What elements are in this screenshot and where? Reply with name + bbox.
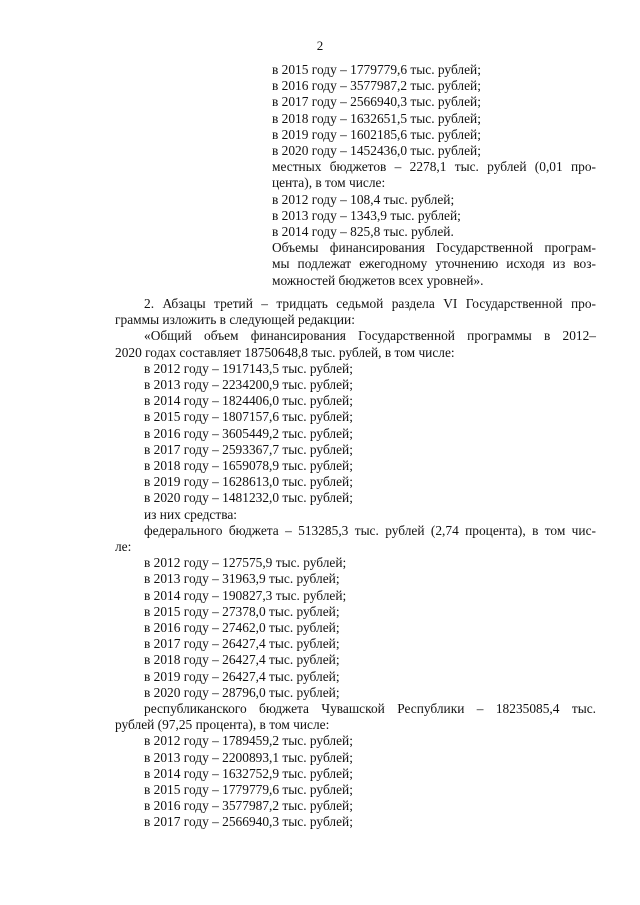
text-line: в 2017 году – 2566940,3 тыс. рублей;	[272, 94, 481, 110]
text-line: в 2018 году – 1632651,5 тыс. рублей;	[272, 110, 481, 126]
text-line: в 2019 году – 1602185,6 тыс. рублей;	[272, 126, 481, 142]
text-line: в 2015 году – 1779779,6 тыс. рублей;	[272, 62, 481, 77]
text-line: в 2012 году – 1917143,5 тыс. рублей;	[144, 360, 353, 376]
text-line: «Общий объем финансирования Государственной программы в 2012–	[144, 328, 596, 344]
text-line: в 2017 году – 2593367,7 тыс. рублей;	[144, 441, 353, 457]
text-line: граммы изложить в следующей редакции:	[115, 312, 355, 328]
text-line: в 2015 году – 27378,0 тыс. рублей;	[144, 603, 340, 619]
text-line: в 2016 году – 3605449,2 тыс. рублей;	[144, 425, 353, 441]
text-line: в 2017 году – 2566940,3 тыс. рублей;	[144, 814, 353, 830]
text-line: в 2012 году – 1789459,2 тыс. рублей;	[144, 733, 353, 749]
text-line: в 2013 году – 1343,9 тыс. рублей;	[272, 207, 461, 223]
text-line: в 2012 году – 127575,9 тыс. рублей;	[144, 555, 347, 571]
text-line: ле:	[115, 539, 132, 554]
text-line: мы подлежат ежегодному уточнению исходя из воз-	[272, 256, 596, 272]
text-line: в 2014 году – 190827,3 тыс. рублей;	[144, 587, 347, 603]
text-line: в 2020 году – 28796,0 тыс. рублей;	[144, 684, 340, 700]
text-line: цента), в том числе:	[272, 175, 386, 191]
text-line: в 2014 году – 825,8 тыс. рублей.	[272, 224, 454, 239]
text-line: в 2016 году – 27462,0 тыс. рублей;	[144, 620, 340, 635]
text-line: 2020 годах составляет 18750648,8 тыс. рублей, в том числе:	[115, 344, 455, 360]
text-line: республиканского бюджета Чувашской Республики – 18235085,4 тыс.	[144, 701, 596, 716]
text-line: рублей (97,25 процента), в том числе:	[115, 717, 330, 733]
text-line: в 2019 году – 1628613,0 тыс. рублей;	[144, 474, 353, 490]
text-line: из них средства:	[144, 506, 238, 522]
text-line: федерального бюджета – 513285,3 тыс. рублей (2,74 процента), в том чис-	[144, 522, 596, 538]
text-line: в 2016 году – 3577987,2 тыс. рублей;	[144, 798, 353, 814]
text-line: в 2012 году – 108,4 тыс. рублей;	[272, 191, 455, 207]
text-line: в 2015 году – 1779779,6 тыс. рублей;	[144, 782, 353, 797]
text-line: в 2016 году – 3577987,2 тыс. рублей;	[272, 78, 481, 94]
text-line: в 2017 году – 26427,4 тыс. рублей;	[144, 636, 340, 652]
text-line: в 2019 году – 26427,4 тыс. рублей;	[144, 668, 340, 684]
text-line: в 2020 году – 1452436,0 тыс. рублей;	[272, 143, 481, 158]
text-line: в 2014 году – 1824406,0 тыс. рублей;	[144, 393, 353, 409]
text-line: Объемы финансирования Государственной програм-	[272, 240, 596, 256]
text-line: местных бюджетов – 2278,1 тыс. рублей (0,01 про-	[272, 159, 596, 175]
text-line: в 2020 году – 1481232,0 тыс. рублей;	[144, 490, 353, 506]
text-line: в 2013 году – 31963,9 тыс. рублей;	[144, 571, 340, 587]
text-line: в 2018 году – 26427,4 тыс. рублей;	[144, 652, 340, 668]
text-line: в 2013 году – 2200893,1 тыс. рублей;	[144, 749, 353, 765]
page-number: 2	[316, 38, 324, 53]
text-line: 2. Абзацы третий – тридцать седьмой раздела VI Государственной про-	[144, 296, 596, 311]
text-line: в 2018 году – 1659078,9 тыс. рублей;	[144, 458, 353, 473]
text-line: можностей бюджетов всех уровней».	[272, 272, 484, 288]
text-line: в 2015 году – 1807157,6 тыс. рублей;	[144, 409, 353, 425]
text-line: в 2013 году – 2234200,9 тыс. рублей;	[144, 377, 353, 392]
text-line: в 2014 году – 1632752,9 тыс. рублей;	[144, 765, 353, 781]
